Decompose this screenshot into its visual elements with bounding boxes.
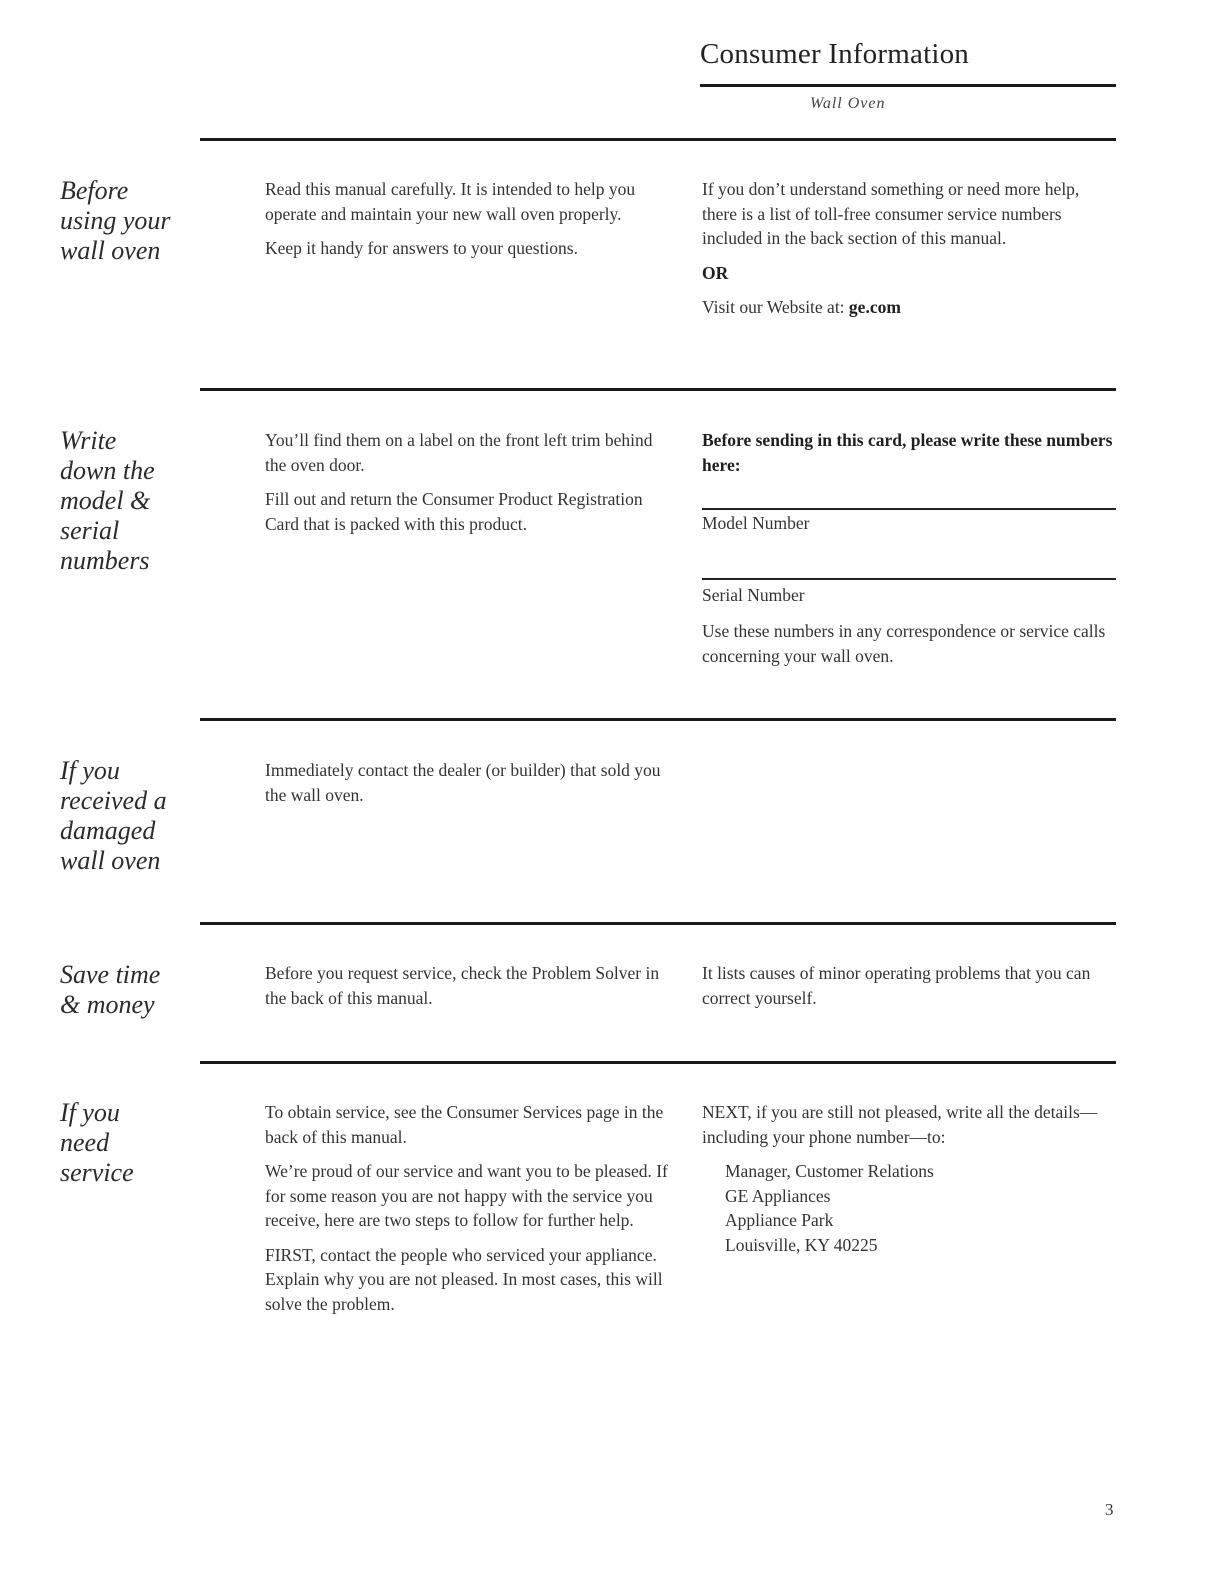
section-heading-need-service: If you need service — [60, 1098, 134, 1187]
section-divider — [200, 718, 1116, 721]
section-divider — [200, 138, 1116, 141]
section-divider — [200, 388, 1116, 391]
page-title: Consumer Information — [700, 38, 969, 70]
or-label: OR — [702, 262, 729, 283]
label-location-text: You’ll find them on a label on the front left trim behind the oven door. Fill out and return the Consumer Product Registration Card that is packed with this product. — [265, 430, 653, 534]
section-heading-save-time: Save time & money — [60, 960, 161, 1019]
minor-problems-text: It lists causes of minor operating problems that you can correct yourself. — [702, 963, 1091, 1008]
section-divider — [200, 922, 1116, 925]
service-steps-text: To obtain service, see the Consumer Services page in the back of this manual. We’re proud of our service and want you to be pleased. If for some reason you are not happy with the service you receive, here are two steps to follow for further help. FIRST, contact the people who serviced your appliance. Explain why you are not pleased. In most cases, this will solve the problem. — [265, 1102, 668, 1314]
section-heading-before-using: Before using your wall oven — [60, 176, 171, 265]
next-step-text: NEXT, if you are still not pleased, write all the details—including your phone number—to: Manager, Customer Relations GE Appliances Appliance Park Louisville, KY 40225 — [702, 1100, 1116, 1257]
page-subtitle: Wall Oven — [810, 95, 886, 112]
page-number: 3 — [1105, 1500, 1114, 1519]
website-link[interactable]: ge.com — [848, 297, 901, 317]
section-divider — [200, 1061, 1116, 1064]
help-text: If you don’t understand something or need more help, there is a list of toll-free consumer service numbers included in the back section of this manual. OR Visit our Website at: ge.com — [702, 177, 1116, 330]
before-using-text: Read this manual carefully. It is intended to help you operate and maintain your new wall oven properly. Keep it handy for answers to your questions. — [265, 179, 636, 258]
serial-number-label: Serial Number — [702, 585, 805, 605]
header-rule — [700, 84, 1116, 87]
numbers-usage-note: Use these numbers in any correspondence or service calls concerning your wall oven. — [702, 621, 1106, 666]
section-heading-damaged: If you received a damaged wall oven — [60, 756, 167, 875]
damaged-text: Immediately contact the dealer (or builder) that sold you the wall oven. — [265, 760, 661, 805]
section-heading-model-serial: Write down the model & serial numbers — [60, 426, 155, 575]
mailing-address: Manager, Customer Relations GE Appliances Appliance Park Louisville, KY 40225 — [725, 1161, 934, 1255]
model-number-line[interactable] — [702, 508, 1116, 510]
problem-solver-text: Before you request service, check the Problem Solver in the back of this manual. — [265, 963, 660, 1008]
write-numbers-instruction: Before sending in this card, please write these numbers here: — [702, 430, 1113, 475]
serial-number-line[interactable] — [702, 578, 1116, 580]
model-number-label: Model Number — [702, 513, 810, 533]
